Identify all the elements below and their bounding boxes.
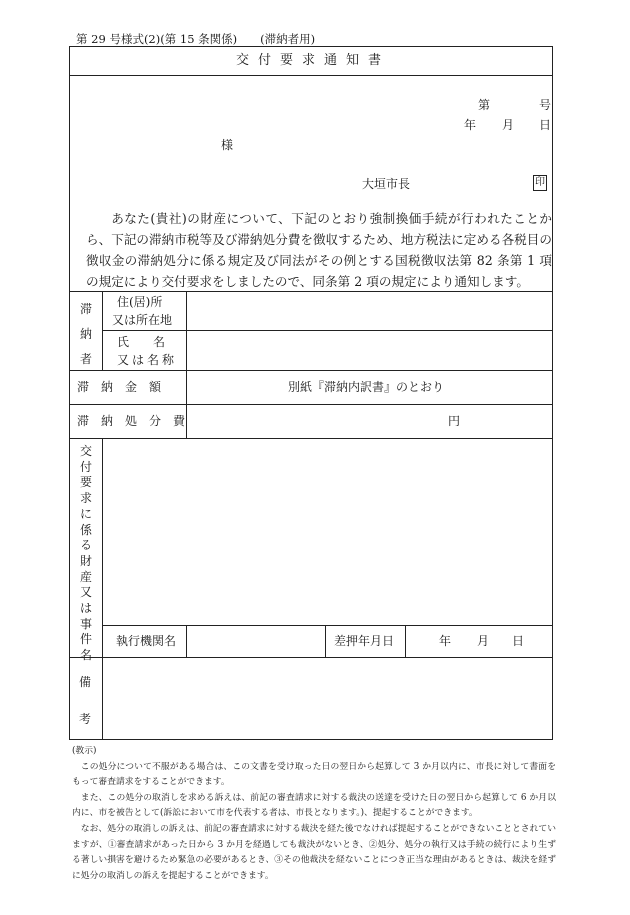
notes-paragraph: また、この処分の取消しを求める訴えは、前記の審査請求に対する裁決の送達を受けた日の翌日から起算して 6 か月以内に、市を被告として(訴訟において市を代表する者は、市長となります。)、提起することができます。 xyxy=(72,792,556,819)
notes-paragraph: なお、処分の取消しの訴えは、前記の審査請求に対する裁決を経た後でなければ提起することができないこととされていますが、①審査請求があった日から 3 か月を経過しても裁決がないとき、②処分、処分の執行又は手続の続行により生ずる著しい損害を避けるため緊急の必要があるとき、③その他裁決を経ないことにつき正当な理由があるときは、裁決を経ずに処分の取消しの訴えを提起することができます。 xyxy=(72,823,556,881)
name-label-line1: 氏 名 xyxy=(117,335,166,349)
seal-mark: 印 xyxy=(533,175,547,191)
rule-amount-bottom xyxy=(69,404,553,405)
property-char: 要 xyxy=(79,475,92,490)
number-suffix: 号 xyxy=(539,98,552,112)
amount-label: 滞 納 金 額 xyxy=(77,380,162,394)
delinquent-char: 者 xyxy=(79,352,92,366)
notes-paragraph: この処分について不服がある場合は、この文書を受け取った日の翌日から起算して 3 か月以内に、市長に対して書面をもって審査請求をすることができます。 xyxy=(72,761,556,788)
property-char: 産 xyxy=(79,569,92,584)
seizure-date-label: 差押年月日 xyxy=(334,634,395,648)
property-char: 件 xyxy=(79,632,92,647)
rule-amount-label xyxy=(186,370,187,438)
delinquent-group-label xyxy=(79,297,93,372)
fee-unit: 円 xyxy=(448,414,461,428)
property-char: は xyxy=(79,601,92,616)
rule-agency-top xyxy=(102,625,553,626)
agency-label: 執行機関名 xyxy=(116,634,177,648)
seizure-date-month: 月 xyxy=(477,634,490,648)
remarks-label-char2: 考 xyxy=(79,712,92,726)
document-title: 交付要求通知書 xyxy=(236,53,391,68)
agency-field[interactable] xyxy=(187,626,324,656)
rule-title-bottom xyxy=(69,75,553,76)
remarks-label-char1: 備 xyxy=(79,675,92,689)
name-label-line2: 又は名称 xyxy=(117,353,178,367)
fee-label: 滞 納 処 分 費 xyxy=(77,414,186,428)
date-day: 日 xyxy=(539,118,552,132)
property-char: 事 xyxy=(79,616,92,631)
rule-date-label xyxy=(405,625,406,657)
delinquent-char: 滞 xyxy=(79,302,92,316)
property-char: 名 xyxy=(79,648,92,663)
rule-delinquent-group xyxy=(102,291,103,370)
rule-agency-value xyxy=(325,625,326,657)
seizure-date-year: 年 xyxy=(439,634,452,648)
property-char: 交 xyxy=(79,444,92,458)
property-char: 係 xyxy=(79,522,92,537)
property-char: に xyxy=(79,506,92,521)
property-char: 又 xyxy=(79,585,92,600)
remarks-field[interactable] xyxy=(103,658,552,739)
instruction-notes xyxy=(72,744,556,884)
notes-header: (教示) xyxy=(72,746,97,756)
address-field[interactable] xyxy=(187,292,552,330)
rule-delinquent-bottom xyxy=(69,370,553,371)
property-label xyxy=(79,444,93,664)
issuer-name: 大垣市長 xyxy=(362,177,411,191)
date-month: 月 xyxy=(502,118,515,132)
number-label: 第 xyxy=(478,98,491,112)
property-char: 付 xyxy=(79,459,92,474)
property-char: る xyxy=(79,538,92,553)
form-number-label: 第 29 号様式(2)(第 15 条関係) (滞納者用) xyxy=(76,32,316,46)
address-label-line2: 又は所在地 xyxy=(112,313,173,327)
property-field[interactable] xyxy=(103,439,552,624)
date-year: 年 xyxy=(464,118,477,132)
addressee-honorific: 様 xyxy=(221,138,234,152)
property-char: 求 xyxy=(79,491,92,506)
property-char: 財 xyxy=(79,553,92,568)
amount-value: 別紙『滞納内訳書』のとおり xyxy=(288,380,445,394)
name-field[interactable] xyxy=(187,331,552,369)
delinquent-char: 納 xyxy=(79,327,92,341)
address-label-line1: 住(居)所 xyxy=(117,295,163,309)
notice-body-text: あなた(貴社)の財産について、下記のとおり強制換価手続が行われたことから、下記の滞納市税等及び滞納処分費を徴収するため、地方税法に定める各税目の徴収金の滞納処分に係る規定及び同法がその例とする国税徴収法第 82 条第 1 項の規定により交付要求をしましたので、同条第 2 項の規定により通知します。 xyxy=(86,211,552,289)
seizure-date-day: 日 xyxy=(512,634,525,648)
